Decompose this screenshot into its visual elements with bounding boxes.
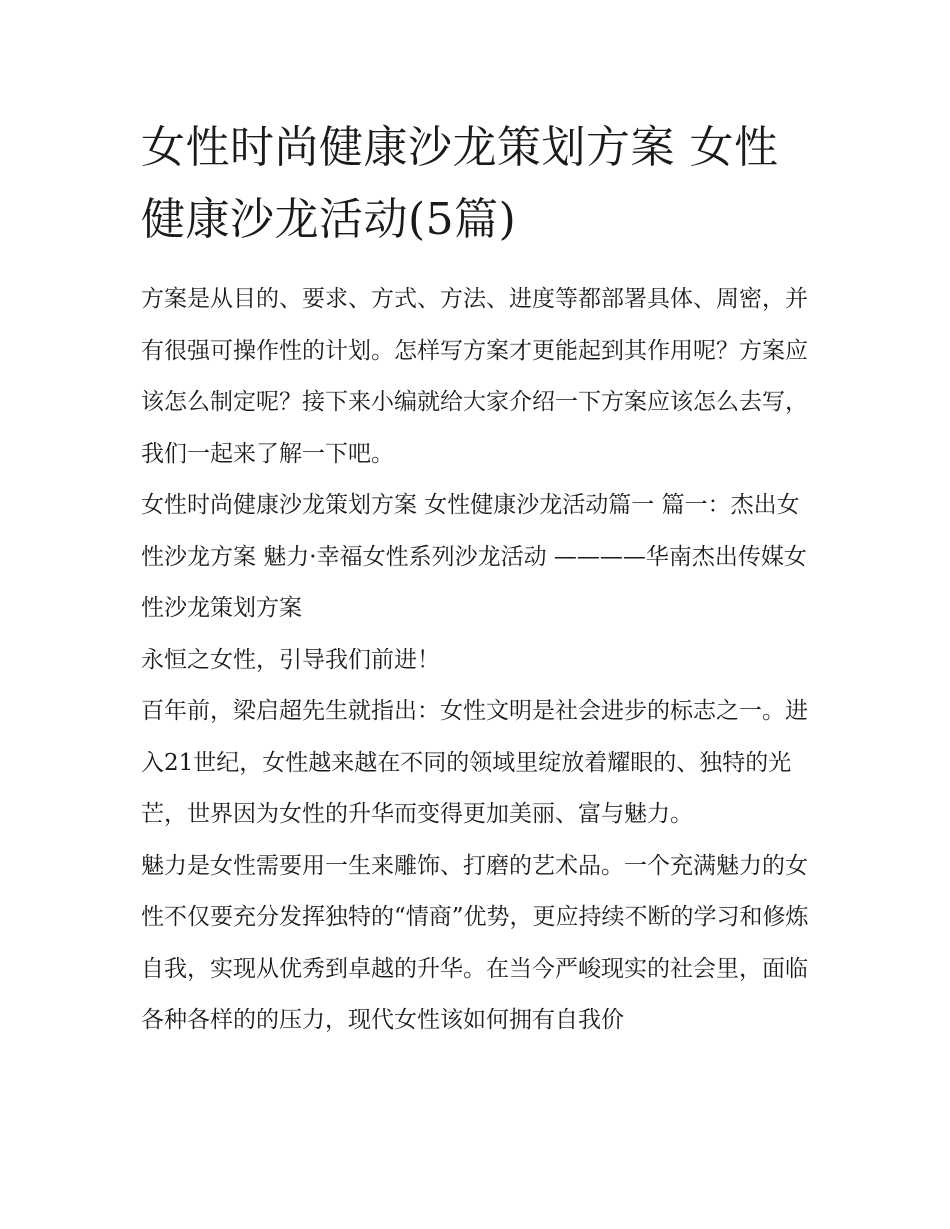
paragraph-history: 百年前，梁启超先生就指出：女性文明是社会进步的标志之一。进入21世纪，女性越来越在不同的领域里绽放着耀眼的、独特的光芒，世界因为女性的升华而变得更加美丽、富与魅力。: [141, 698, 808, 827]
document-body: [141, 112, 813, 1047]
document-title: 女性时尚健康沙龙策划方案 女性健康沙龙活动(5篇): [141, 122, 779, 245]
paragraph-motto: 永恒之女性，引导我们前进！: [141, 646, 440, 673]
paragraph-section-heading: 女性时尚健康沙龙策划方案 女性健康沙龙活动篇一 篇一：杰出女性沙龙方案 魅力·幸福女性系列沙龙活动 ————华南杰出传媒女性沙龙策划方案: [141, 492, 807, 621]
paragraph-intro: 方案是从目的、要求、方式、方法、进度等都部署具体、周密，并有很强可操作性的计划。怎样写方案才更能起到其作用呢？方案应该怎么制定呢？接下来小编就给大家介绍一下方案应该怎么去写，我们一起来了解一下吧。: [141, 286, 808, 467]
paragraph-charm: 魅力是女性需要用一生来雕饰、打磨的艺术品。一个充满魅力的女性不仅要充分发挥独特的“情商”优势，更应持续不断的学习和修炼自我，实现从优秀到卓越的升华。在当今严峻现实的社会里，面临各种各样的的压力，现代女性该如何拥有自我价: [141, 852, 809, 1033]
